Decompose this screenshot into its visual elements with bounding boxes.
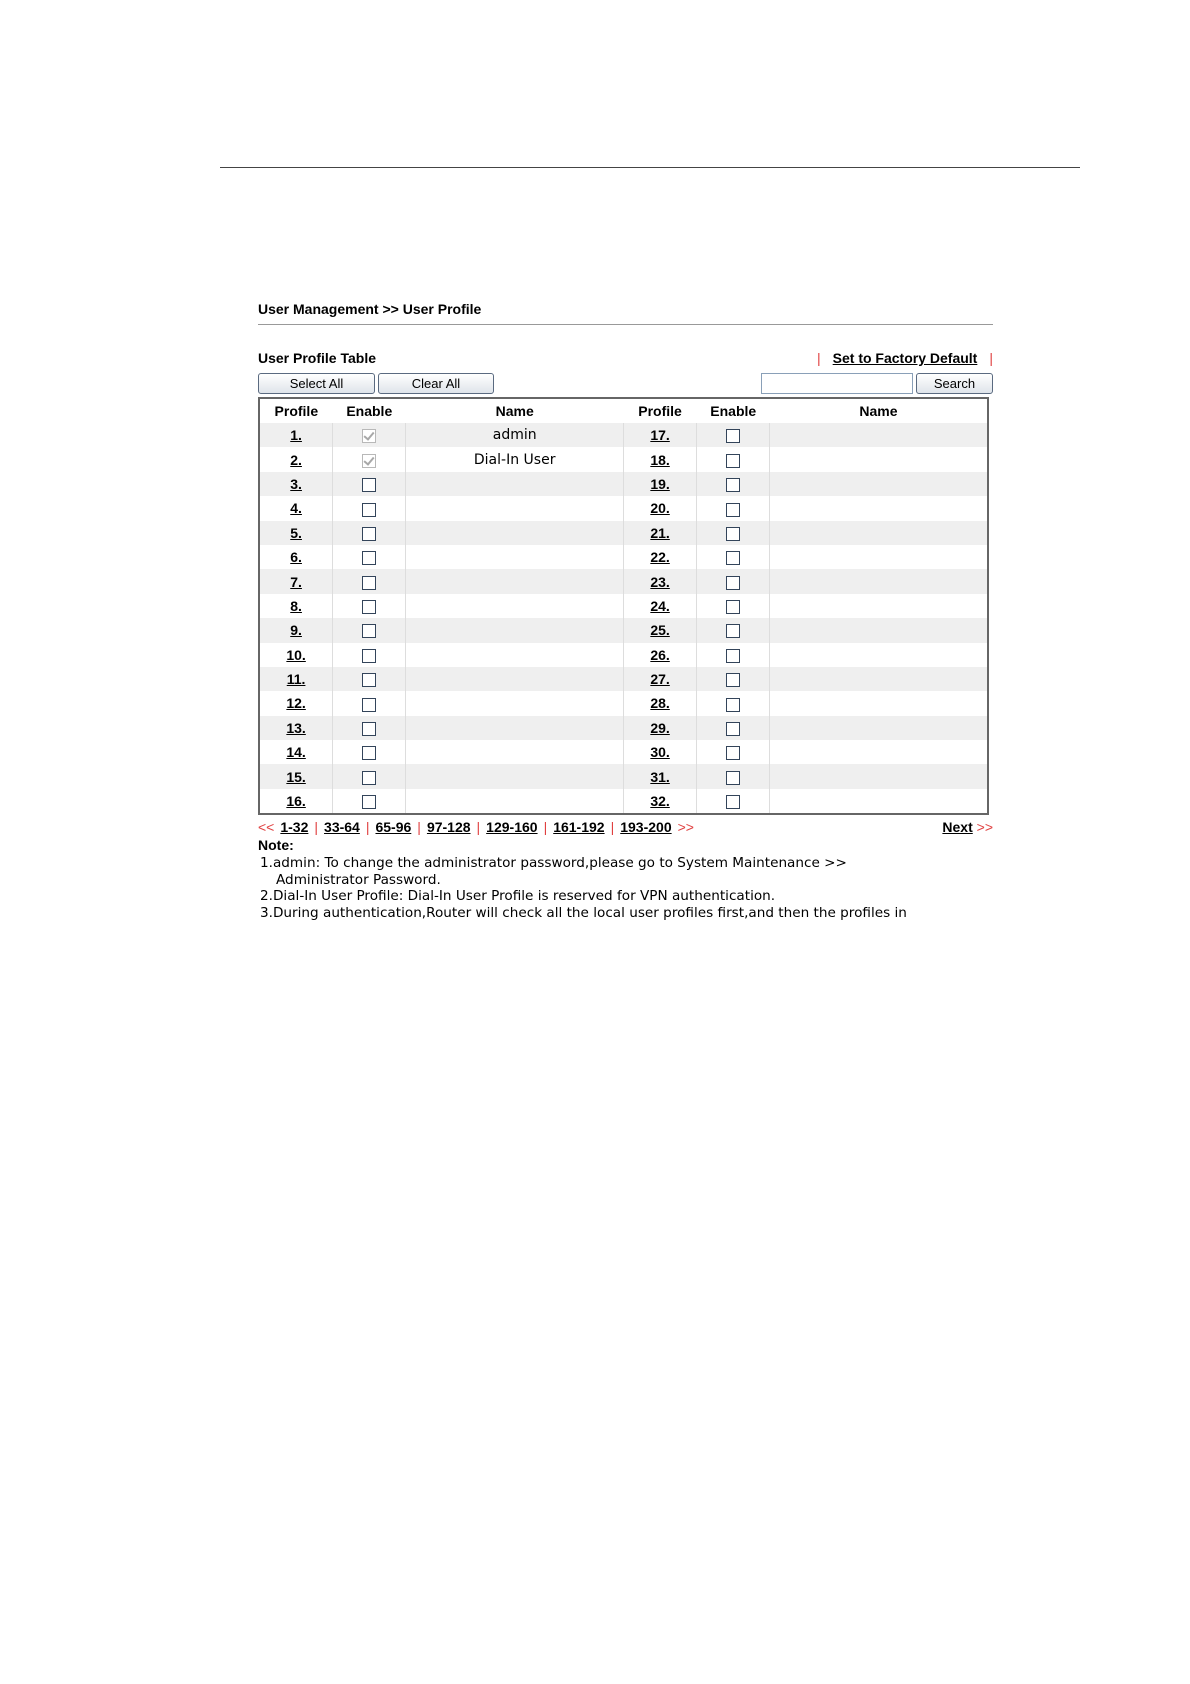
enable-checkbox[interactable] [726,576,740,590]
enable-cell [697,643,770,667]
table-row [259,569,988,593]
page-link[interactable]: 161-192 [553,819,605,836]
name-cell [770,740,988,764]
enable-cell [333,789,406,814]
name-cell [406,691,624,715]
enable-checkbox[interactable] [362,649,376,663]
profile-link[interactable]: 2. [290,451,302,468]
enable-checkbox[interactable] [726,600,740,614]
enable-checkbox[interactable] [362,478,376,492]
user-profile-table [258,397,989,815]
separator: | [817,350,821,366]
profile-link[interactable]: 23. [650,573,670,590]
name-cell [406,716,624,740]
enable-cell [697,447,770,471]
enable-checkbox[interactable] [726,551,740,565]
enable-checkbox[interactable] [726,771,740,785]
enable-checkbox[interactable] [362,673,376,687]
name-cell: admin [406,423,624,447]
enable-checkbox [362,454,376,468]
select-all-button[interactable]: Select All [258,373,375,394]
name-cell [406,764,624,788]
profile-link[interactable]: 16. [286,793,306,810]
table-header-row [259,398,988,423]
enable-cell [333,740,406,764]
enable-cell [697,545,770,569]
page-header-rule [220,167,1080,168]
page-links [258,819,694,835]
breadcrumb-divider [258,324,993,325]
page-separator: | [314,819,319,836]
page-link[interactable]: 33-64 [324,819,360,836]
name-cell [406,569,624,593]
page-separator: | [365,819,370,836]
profile-link[interactable]: 31. [650,768,670,785]
profile-link[interactable]: 19. [650,475,670,492]
page-link[interactable]: 1-32 [280,819,309,836]
profile-link[interactable]: 9. [290,622,302,639]
name-cell [406,618,624,642]
page-separator: | [543,819,548,836]
profile-cell [623,789,696,814]
profile-link[interactable]: 32. [650,793,670,810]
name-cell [406,521,624,545]
column-header-name: Name [770,398,988,423]
profile-cell [259,764,333,788]
profile-link[interactable]: 25. [650,622,670,639]
enable-checkbox[interactable] [726,698,740,712]
enable-cell [697,618,770,642]
table-row [259,521,988,545]
prev-arrow: << [258,819,275,836]
name-cell [770,764,988,788]
profile-cell [259,545,333,569]
enable-checkbox[interactable] [362,722,376,736]
profile-link[interactable]: 22. [650,549,670,566]
profile-cell [623,667,696,691]
enable-cell [333,521,406,545]
table-body [259,423,988,814]
enable-checkbox[interactable] [726,527,740,541]
name-cell [770,716,988,740]
name-cell [770,496,988,520]
separator: | [989,350,993,366]
column-header-name: Name [406,398,624,423]
enable-checkbox[interactable] [362,746,376,760]
profile-link[interactable]: 11. [286,671,306,688]
profile-cell [623,740,696,764]
enable-cell [333,447,406,471]
enable-cell [697,472,770,496]
enable-cell [697,496,770,520]
enable-checkbox[interactable] [726,673,740,687]
search-button[interactable]: Search [916,373,993,394]
profile-cell [623,569,696,593]
profile-link[interactable]: 10. [286,646,306,663]
enable-cell [333,643,406,667]
enable-checkbox[interactable] [362,527,376,541]
table-title: User Profile Table [258,350,377,366]
enable-cell [697,569,770,593]
profile-link[interactable]: 12. [286,695,306,712]
table-row [259,789,988,814]
enable-cell [333,423,406,447]
note-line: 2.Dial-In User Profile: Dial-In User Profile is reserved for VPN authentication. [260,888,776,905]
note-title: Note: [258,837,294,854]
note-line: Administrator Password. [276,871,441,888]
name-cell [406,643,624,667]
profile-link[interactable]: 17. [650,427,670,444]
profile-cell [623,521,696,545]
enable-cell [697,764,770,788]
profile-cell [259,423,333,447]
enable-cell [333,594,406,618]
enable-checkbox[interactable] [362,795,376,809]
clear-all-button[interactable]: Clear All [378,373,494,394]
profile-cell [259,667,333,691]
profile-cell [259,521,333,545]
table-title-row [258,349,993,367]
profile-cell [623,447,696,471]
profile-cell [259,618,333,642]
name-cell [406,496,624,520]
profile-link[interactable]: 20. [650,500,670,517]
profile-cell [259,594,333,618]
name-cell [770,423,988,447]
column-header-profile: Profile [623,398,696,423]
selection-buttons [258,373,494,394]
enable-cell [333,496,406,520]
page-separator: | [610,819,615,836]
enable-cell [333,569,406,593]
table-row [259,740,988,764]
name-cell [770,521,988,545]
profile-cell [623,423,696,447]
enable-checkbox[interactable] [362,600,376,614]
enable-checkbox[interactable] [726,746,740,760]
enable-cell [697,594,770,618]
profile-cell [623,545,696,569]
profile-cell [259,789,333,814]
table-row [259,472,988,496]
enable-cell [333,691,406,715]
profile-link[interactable]: 18. [650,451,670,468]
name-cell: Dial-In User [406,447,624,471]
profile-cell [623,691,696,715]
profile-cell [259,569,333,593]
profile-cell [259,496,333,520]
name-cell [770,569,988,593]
enable-checkbox[interactable] [726,503,740,517]
name-cell [770,472,988,496]
page-link[interactable]: 97-128 [426,819,471,836]
factory-default-group [817,350,993,366]
table-row [259,764,988,788]
enable-cell [697,691,770,715]
enable-cell [333,764,406,788]
enable-checkbox[interactable] [726,478,740,492]
enable-cell [333,667,406,691]
enable-cell [697,521,770,545]
enable-checkbox[interactable] [362,624,376,638]
name-cell [770,789,988,814]
profile-cell [623,643,696,667]
enable-cell [697,740,770,764]
name-cell [406,667,624,691]
profile-cell [623,594,696,618]
name-cell [770,594,988,618]
profile-link[interactable]: 7. [290,573,302,590]
toolbar [258,371,993,395]
enable-checkbox[interactable] [362,576,376,590]
name-cell [406,545,624,569]
table-row [259,423,988,447]
profile-cell [623,496,696,520]
enable-cell [333,716,406,740]
enable-cell [697,789,770,814]
enable-cell [333,545,406,569]
name-cell [770,667,988,691]
enable-checkbox[interactable] [362,551,376,565]
next-group [942,819,993,835]
user-profile-screen [258,300,993,932]
profile-link[interactable]: 29. [650,719,670,736]
enable-cell [333,472,406,496]
enable-cell [697,667,770,691]
enable-checkbox[interactable] [726,624,740,638]
table-row [259,716,988,740]
name-cell [770,618,988,642]
name-cell [770,545,988,569]
page-link[interactable]: 129-160 [486,819,538,836]
table-row [259,691,988,715]
name-cell [406,594,624,618]
name-cell [770,691,988,715]
profile-link[interactable]: 3. [290,475,302,492]
page-separator: | [476,819,481,836]
next-arrow: >> [976,819,993,836]
profile-link[interactable]: 1. [290,427,302,444]
enable-checkbox[interactable] [362,503,376,517]
set-to-factory-default-link[interactable]: Set to Factory Default [832,350,978,366]
enable-checkbox[interactable] [726,429,740,443]
note-text [258,855,993,921]
search-input[interactable] [761,373,913,394]
note-line: 1.admin: To change the administrator password,please go to System Maintenance >> [260,855,847,872]
page-separator: | [417,819,421,836]
enable-checkbox[interactable] [726,454,740,468]
enable-cell [697,423,770,447]
profile-link[interactable]: 14. [286,744,306,761]
profile-cell [623,472,696,496]
table-row [259,496,988,520]
enable-cell [697,716,770,740]
profile-link[interactable]: 13. [286,719,306,736]
column-header-enable: Enable [697,398,770,423]
enable-checkbox [362,429,376,443]
profile-link[interactable]: 21. [650,524,670,541]
profile-link[interactable]: 4. [290,500,302,517]
profile-cell [623,764,696,788]
page-link[interactable]: 193-200 [620,819,672,836]
enable-checkbox[interactable] [362,698,376,712]
profile-link[interactable]: 24. [650,597,670,614]
table-row [259,545,988,569]
enable-checkbox[interactable] [362,771,376,785]
table-row [259,667,988,691]
enable-checkbox[interactable] [726,649,740,663]
profile-cell [623,716,696,740]
enable-cell [333,618,406,642]
profile-cell [259,716,333,740]
profile-cell [259,472,333,496]
next-link[interactable]: Next [942,819,973,836]
table-row [259,594,988,618]
profile-link[interactable]: 5. [290,524,302,541]
profile-cell [623,618,696,642]
profile-link[interactable]: 6. [290,549,302,566]
profile-cell [259,740,333,764]
profile-link[interactable]: 30. [650,744,670,761]
profile-link[interactable]: 8. [290,597,302,614]
page-link[interactable]: 65-96 [375,819,412,836]
breadcrumb: User Management >> User Profile [258,301,482,317]
table-row [259,643,988,667]
name-cell [406,472,624,496]
profile-link[interactable]: 26. [650,646,670,663]
name-cell [770,643,988,667]
name-cell [770,447,988,471]
page-next-arrow[interactable]: >> [677,819,694,836]
note-line: 3.During authentication,Router will check all the local user profiles first,and then the profiles in [260,904,907,921]
profile-cell [259,447,333,471]
name-cell [406,740,624,764]
profile-link[interactable]: 15. [286,768,306,785]
search-group [761,373,993,394]
column-header-profile: Profile [259,398,333,423]
column-header-enable: Enable [333,398,406,423]
profile-link[interactable]: 27. [650,671,670,688]
pagination [258,817,993,837]
profile-cell [259,691,333,715]
name-cell [406,789,624,814]
profile-cell [259,643,333,667]
enable-checkbox[interactable] [726,795,740,809]
table-row [259,618,988,642]
table-row [259,447,988,471]
enable-checkbox[interactable] [726,722,740,736]
profile-link[interactable]: 28. [650,695,670,712]
